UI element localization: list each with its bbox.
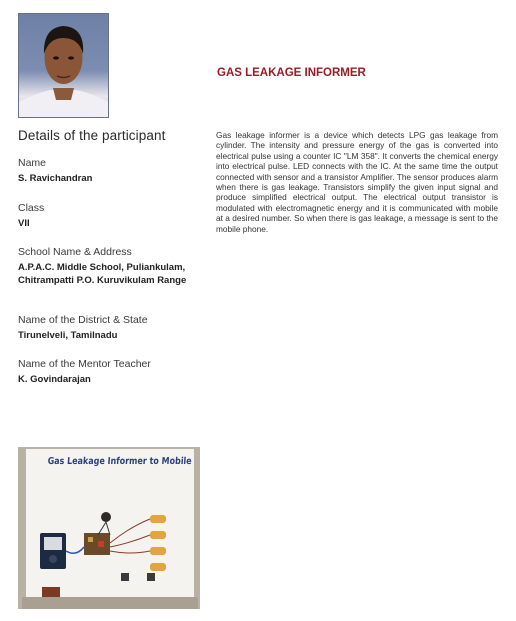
document-title: GAS LEAKAGE INFORMER	[217, 67, 366, 79]
name-value: S. Ravichandran	[18, 173, 93, 184]
project-photo	[18, 447, 200, 609]
participant-photo	[18, 13, 109, 118]
project-photo-caption: Gas Leakage Informer to Mobile	[47, 456, 193, 467]
district-value: Tirunelveli, Tamilnadu	[18, 330, 118, 341]
district-label: Name of the District & State	[18, 314, 148, 326]
class-label: Class	[18, 202, 45, 214]
project-description: Gas leakage informer is a device which detects LPG gas leakage from cylinder. The intensity and pressure energy of the gas is converted into electrical pulse using a counter IC "LM 358". It converts the chemical energy into electrical pulse. LED connects with the IC. At the same time the output connected with sensor and a transistor Amplifier. The sensor produces alarm when there is gas leakage. Transistors simplify the given input signal and produce simplified electrical output. The electrical output transistor is modulated with electromagnetic energy and it is communicated with mobile at a desired number. So when there is gas leakage, a message is sent to the mobile phone.	[216, 130, 498, 234]
name-label: Name	[18, 157, 47, 169]
school-address-line2: Chitrampatti P.O. Kuruvikulam Range	[18, 275, 187, 286]
class-value: VII	[18, 218, 30, 229]
school-label: School Name & Address	[18, 246, 132, 258]
participant-section-title: Details of the participant	[18, 128, 166, 143]
mentor-value: K. Govindarajan	[18, 374, 91, 385]
mentor-label: Name of the Mentor Teacher	[18, 358, 151, 370]
school-address-line1: A.P.A.C. Middle School, Puliankulam,	[18, 262, 186, 273]
